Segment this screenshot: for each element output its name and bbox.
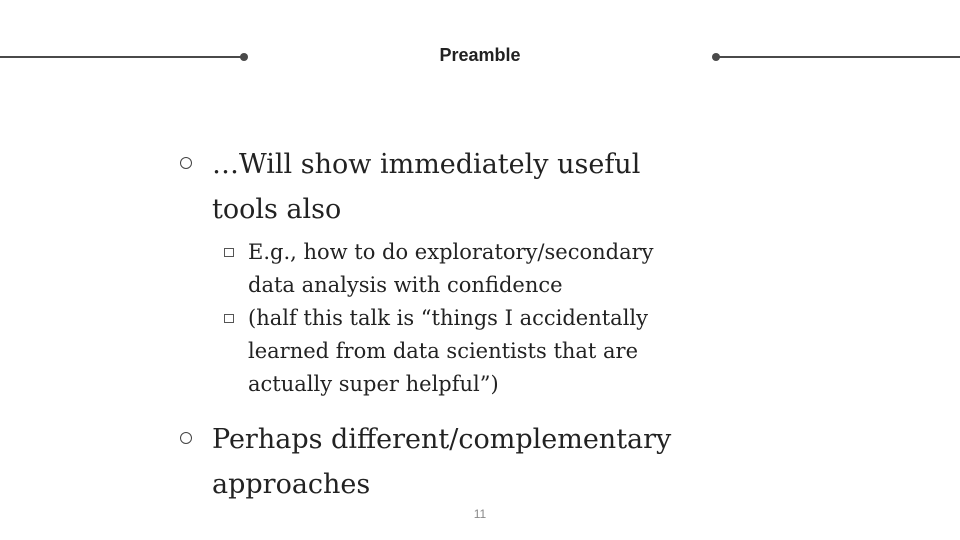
- sub-bullet-text: E.g., how to do exploratory/secondary data analysis with confidence: [248, 240, 654, 297]
- bullet-text: …Will show immediately useful tools also: [212, 149, 641, 225]
- bullet-item: [180, 417, 700, 507]
- circle-bullet-icon: [180, 157, 192, 169]
- square-bullet-icon: [224, 248, 234, 257]
- sub-bullet-list: [212, 236, 700, 401]
- bullet-item: [180, 142, 700, 401]
- sub-bullet-item: [216, 302, 700, 401]
- bullet-text: Perhaps different/complementary approaches: [212, 424, 672, 500]
- header-rule-right: [716, 56, 960, 58]
- bullet-list: [180, 142, 700, 507]
- circle-bullet-icon: [180, 432, 192, 444]
- sub-bullet-item: [216, 236, 700, 302]
- sub-bullet-text: (half this talk is “things I accidentally learned from data scientists that are actually super helpful”): [248, 306, 648, 396]
- square-bullet-icon: [224, 314, 234, 323]
- page-number: 11: [473, 507, 487, 521]
- slide-title: Preamble: [439, 45, 521, 65]
